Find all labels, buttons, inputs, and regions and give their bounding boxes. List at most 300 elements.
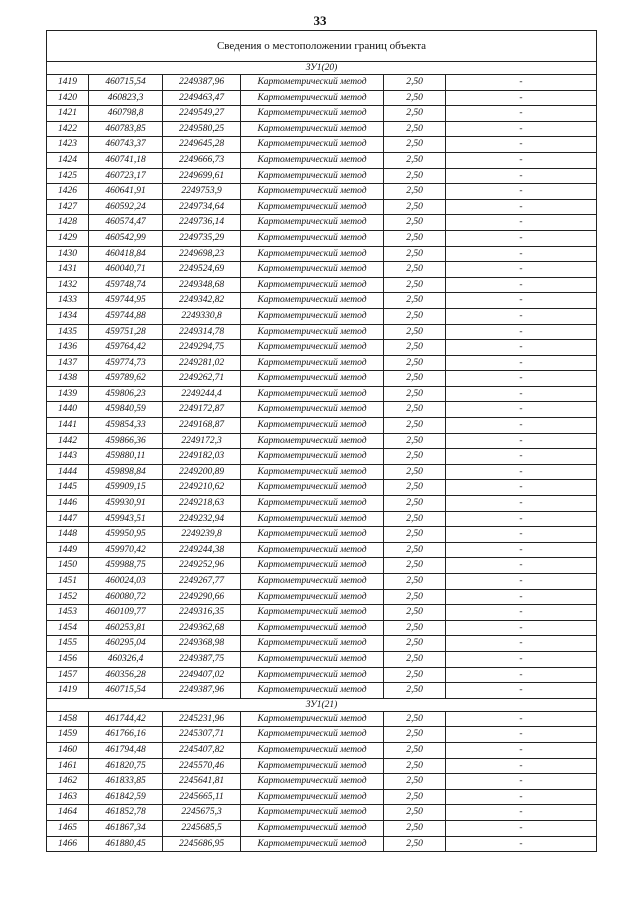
- point-number-cell: 1452: [47, 589, 89, 605]
- description-cell: -: [446, 168, 597, 184]
- method-cell: Картометрический метод: [241, 789, 384, 805]
- description-cell: -: [446, 527, 597, 543]
- accuracy-cell: 2,50: [384, 480, 446, 496]
- description-cell: -: [446, 574, 597, 590]
- description-cell: -: [446, 605, 597, 621]
- method-cell: Картометрический метод: [241, 433, 384, 449]
- description-cell: -: [446, 836, 597, 852]
- coord-y-cell: 2249239,8: [163, 527, 241, 543]
- coord-x-cell: 460356,28: [89, 667, 163, 683]
- method-cell: Картометрический метод: [241, 758, 384, 774]
- point-number-cell: 1441: [47, 418, 89, 434]
- method-cell: Картометрический метод: [241, 75, 384, 91]
- description-cell: -: [446, 558, 597, 574]
- coord-x-cell: 459748,74: [89, 277, 163, 293]
- coord-y-cell: 2249549,27: [163, 106, 241, 122]
- coord-y-cell: 2249387,75: [163, 651, 241, 667]
- point-number-cell: 1426: [47, 184, 89, 200]
- table-row: [47, 168, 597, 184]
- accuracy-cell: 2,50: [384, 386, 446, 402]
- point-number-cell: 1446: [47, 496, 89, 512]
- point-number-cell: 1443: [47, 449, 89, 465]
- description-cell: -: [446, 371, 597, 387]
- description-cell: -: [446, 511, 597, 527]
- point-number-cell: 1423: [47, 137, 89, 153]
- description-cell: -: [446, 355, 597, 371]
- page-number: 33: [313, 13, 327, 28]
- coord-x-cell: 459789,62: [89, 371, 163, 387]
- coord-y-cell: 2249407,02: [163, 667, 241, 683]
- description-cell: -: [446, 667, 597, 683]
- table-row: [47, 324, 597, 340]
- table-row: [47, 277, 597, 293]
- coord-x-cell: 459744,88: [89, 308, 163, 324]
- coord-y-cell: 2249524,69: [163, 262, 241, 278]
- coord-x-cell: 460592,24: [89, 199, 163, 215]
- accuracy-cell: 2,50: [384, 789, 446, 805]
- coord-x-cell: 461766,16: [89, 727, 163, 743]
- method-cell: Картометрический метод: [241, 386, 384, 402]
- method-cell: Картометрический метод: [241, 464, 384, 480]
- coord-y-cell: 2249200,89: [163, 464, 241, 480]
- accuracy-cell: 2,50: [384, 589, 446, 605]
- description-cell: -: [446, 636, 597, 652]
- accuracy-cell: 2,50: [384, 90, 446, 106]
- coord-y-cell: 2245231,96: [163, 711, 241, 727]
- coord-x-cell: 459774,73: [89, 355, 163, 371]
- table-row: [47, 184, 597, 200]
- coord-y-cell: 2249362,68: [163, 620, 241, 636]
- point-number-cell: 1437: [47, 355, 89, 371]
- table-row: [47, 90, 597, 106]
- coord-x-cell: 461842,59: [89, 789, 163, 805]
- coord-y-cell: 2249368,98: [163, 636, 241, 652]
- coord-y-cell: 2249244,38: [163, 542, 241, 558]
- point-number-cell: 1436: [47, 340, 89, 356]
- coord-y-cell: 2249387,96: [163, 75, 241, 91]
- table-row: [47, 106, 597, 122]
- point-number-cell: 1454: [47, 620, 89, 636]
- accuracy-cell: 2,50: [384, 574, 446, 590]
- coord-x-cell: 459943,51: [89, 511, 163, 527]
- method-cell: Картометрический метод: [241, 742, 384, 758]
- point-number-cell: 1419: [47, 683, 89, 699]
- method-cell: Картометрический метод: [241, 371, 384, 387]
- table-row: [47, 199, 597, 215]
- coord-y-cell: 2249342,82: [163, 293, 241, 309]
- boundary-table-body: [47, 31, 597, 852]
- description-cell: -: [446, 480, 597, 496]
- accuracy-cell: 2,50: [384, 355, 446, 371]
- description-cell: -: [446, 137, 597, 153]
- description-cell: -: [446, 820, 597, 836]
- description-cell: -: [446, 184, 597, 200]
- point-number-cell: 1445: [47, 480, 89, 496]
- description-cell: -: [446, 152, 597, 168]
- accuracy-cell: 2,50: [384, 433, 446, 449]
- coord-x-cell: 460024,03: [89, 574, 163, 590]
- point-number-cell: 1444: [47, 464, 89, 480]
- accuracy-cell: 2,50: [384, 168, 446, 184]
- point-number-cell: 1450: [47, 558, 89, 574]
- coord-y-cell: 2249387,96: [163, 683, 241, 699]
- table-row: [47, 527, 597, 543]
- description-cell: -: [446, 464, 597, 480]
- method-cell: Картометрический метод: [241, 324, 384, 340]
- coord-x-cell: 461852,78: [89, 805, 163, 821]
- coord-x-cell: 460823,3: [89, 90, 163, 106]
- table-row: [47, 574, 597, 590]
- accuracy-cell: 2,50: [384, 449, 446, 465]
- method-cell: Картометрический метод: [241, 820, 384, 836]
- coord-y-cell: 2245570,46: [163, 758, 241, 774]
- description-cell: -: [446, 215, 597, 231]
- table-row: [47, 402, 597, 418]
- accuracy-cell: 2,50: [384, 836, 446, 852]
- coord-x-cell: 459909,15: [89, 480, 163, 496]
- table-row: [47, 683, 597, 699]
- coord-y-cell: 2249252,96: [163, 558, 241, 574]
- coord-x-cell: 461867,34: [89, 820, 163, 836]
- point-number-cell: 1448: [47, 527, 89, 543]
- point-number-cell: 1421: [47, 106, 89, 122]
- method-cell: Картометрический метод: [241, 542, 384, 558]
- coord-x-cell: 460715,54: [89, 75, 163, 91]
- description-cell: -: [446, 277, 597, 293]
- coord-y-cell: 2249244,4: [163, 386, 241, 402]
- coord-x-cell: 459751,28: [89, 324, 163, 340]
- point-number-cell: 1463: [47, 789, 89, 805]
- table-title-row: [47, 31, 597, 62]
- point-number-cell: 1419: [47, 75, 89, 91]
- table-row: [47, 355, 597, 371]
- accuracy-cell: 2,50: [384, 340, 446, 356]
- description-cell: -: [446, 106, 597, 122]
- description-cell: -: [446, 433, 597, 449]
- table-row: [47, 308, 597, 324]
- accuracy-cell: 2,50: [384, 137, 446, 153]
- accuracy-cell: 2,50: [384, 511, 446, 527]
- table-row: [47, 340, 597, 356]
- coord-y-cell: 2249172,87: [163, 402, 241, 418]
- coord-y-cell: 2245686,95: [163, 836, 241, 852]
- accuracy-cell: 2,50: [384, 711, 446, 727]
- accuracy-cell: 2,50: [384, 683, 446, 699]
- coord-x-cell: 460418,84: [89, 246, 163, 262]
- description-cell: -: [446, 711, 597, 727]
- coord-y-cell: 2249580,25: [163, 121, 241, 137]
- coord-x-cell: 460715,54: [89, 683, 163, 699]
- method-cell: Картометрический метод: [241, 262, 384, 278]
- accuracy-cell: 2,50: [384, 199, 446, 215]
- point-number-cell: 1460: [47, 742, 89, 758]
- coord-x-cell: 460109,77: [89, 605, 163, 621]
- point-number-cell: 1459: [47, 727, 89, 743]
- table-row: [47, 727, 597, 743]
- point-number-cell: 1434: [47, 308, 89, 324]
- coord-y-cell: 2249463,47: [163, 90, 241, 106]
- section-label: ЗУ1(21): [47, 698, 597, 711]
- coord-y-cell: 2249330,8: [163, 308, 241, 324]
- accuracy-cell: 2,50: [384, 651, 446, 667]
- table-row: [47, 667, 597, 683]
- coord-x-cell: 461820,75: [89, 758, 163, 774]
- accuracy-cell: 2,50: [384, 75, 446, 91]
- table-row: [47, 774, 597, 790]
- description-cell: -: [446, 402, 597, 418]
- description-cell: -: [446, 805, 597, 821]
- accuracy-cell: 2,50: [384, 742, 446, 758]
- point-number-cell: 1439: [47, 386, 89, 402]
- coord-x-cell: 459970,42: [89, 542, 163, 558]
- accuracy-cell: 2,50: [384, 558, 446, 574]
- description-cell: -: [446, 293, 597, 309]
- method-cell: Картометрический метод: [241, 727, 384, 743]
- method-cell: Картометрический метод: [241, 711, 384, 727]
- point-number-cell: 1422: [47, 121, 89, 137]
- section-header-row: [47, 62, 597, 75]
- table-row: [47, 246, 597, 262]
- description-cell: -: [446, 651, 597, 667]
- accuracy-cell: 2,50: [384, 215, 446, 231]
- coord-x-cell: 460723,17: [89, 168, 163, 184]
- description-cell: -: [446, 340, 597, 356]
- coord-y-cell: 2249698,23: [163, 246, 241, 262]
- accuracy-cell: 2,50: [384, 121, 446, 137]
- table-row: [47, 758, 597, 774]
- accuracy-cell: 2,50: [384, 620, 446, 636]
- table-row: [47, 558, 597, 574]
- method-cell: Картометрический метод: [241, 199, 384, 215]
- coord-x-cell: 461833,85: [89, 774, 163, 790]
- point-number-cell: 1457: [47, 667, 89, 683]
- coord-y-cell: 2249232,94: [163, 511, 241, 527]
- method-cell: Картометрический метод: [241, 496, 384, 512]
- table-row: [47, 480, 597, 496]
- method-cell: Картометрический метод: [241, 511, 384, 527]
- description-cell: -: [446, 308, 597, 324]
- coord-y-cell: 2249218,63: [163, 496, 241, 512]
- table-row: [47, 820, 597, 836]
- description-cell: -: [446, 542, 597, 558]
- accuracy-cell: 2,50: [384, 230, 446, 246]
- table-row: [47, 152, 597, 168]
- description-cell: -: [446, 386, 597, 402]
- method-cell: Картометрический метод: [241, 246, 384, 262]
- method-cell: Картометрический метод: [241, 589, 384, 605]
- table-row: [47, 418, 597, 434]
- method-cell: Картометрический метод: [241, 308, 384, 324]
- table-row: [47, 75, 597, 91]
- coord-x-cell: 460040,71: [89, 262, 163, 278]
- point-number-cell: 1449: [47, 542, 89, 558]
- description-cell: -: [446, 90, 597, 106]
- coord-y-cell: 2245675,3: [163, 805, 241, 821]
- coord-x-cell: 461794,48: [89, 742, 163, 758]
- description-cell: -: [446, 683, 597, 699]
- coord-x-cell: 460295,04: [89, 636, 163, 652]
- description-cell: -: [446, 789, 597, 805]
- section-header-row: [47, 698, 597, 711]
- coord-x-cell: 460743,37: [89, 137, 163, 153]
- point-number-cell: 1442: [47, 433, 89, 449]
- accuracy-cell: 2,50: [384, 402, 446, 418]
- coord-y-cell: 2245685,5: [163, 820, 241, 836]
- table-row: [47, 371, 597, 387]
- point-number-cell: 1435: [47, 324, 89, 340]
- method-cell: Картометрический метод: [241, 836, 384, 852]
- coord-x-cell: 460253,81: [89, 620, 163, 636]
- table-row: [47, 589, 597, 605]
- method-cell: Картометрический метод: [241, 558, 384, 574]
- table-row: [47, 464, 597, 480]
- coord-y-cell: 2249734,64: [163, 199, 241, 215]
- description-cell: -: [446, 774, 597, 790]
- point-number-cell: 1461: [47, 758, 89, 774]
- method-cell: Картометрический метод: [241, 480, 384, 496]
- table-row: [47, 636, 597, 652]
- point-number-cell: 1428: [47, 215, 89, 231]
- table-row: [47, 605, 597, 621]
- accuracy-cell: 2,50: [384, 324, 446, 340]
- accuracy-cell: 2,50: [384, 418, 446, 434]
- accuracy-cell: 2,50: [384, 774, 446, 790]
- description-cell: -: [446, 758, 597, 774]
- coord-y-cell: 2249182,03: [163, 449, 241, 465]
- description-cell: -: [446, 449, 597, 465]
- table-row: [47, 137, 597, 153]
- coord-y-cell: 2249281,02: [163, 355, 241, 371]
- method-cell: Картометрический метод: [241, 355, 384, 371]
- table-row: [47, 789, 597, 805]
- point-number-cell: 1425: [47, 168, 89, 184]
- point-number-cell: 1433: [47, 293, 89, 309]
- coord-x-cell: 461880,45: [89, 836, 163, 852]
- method-cell: Картометрический метод: [241, 574, 384, 590]
- point-number-cell: 1427: [47, 199, 89, 215]
- coord-x-cell: 459744,95: [89, 293, 163, 309]
- accuracy-cell: 2,50: [384, 277, 446, 293]
- boundary-table: [46, 30, 597, 852]
- point-number-cell: 1424: [47, 152, 89, 168]
- point-number-cell: 1455: [47, 636, 89, 652]
- description-cell: -: [446, 620, 597, 636]
- method-cell: Картометрический метод: [241, 121, 384, 137]
- description-cell: -: [446, 742, 597, 758]
- accuracy-cell: 2,50: [384, 636, 446, 652]
- coord-x-cell: 460741,18: [89, 152, 163, 168]
- coord-y-cell: 2249348,68: [163, 277, 241, 293]
- point-number-cell: 1464: [47, 805, 89, 821]
- coord-x-cell: 459806,23: [89, 386, 163, 402]
- table-row: [47, 542, 597, 558]
- method-cell: Картометрический метод: [241, 418, 384, 434]
- description-cell: -: [446, 262, 597, 278]
- method-cell: Картометрический метод: [241, 90, 384, 106]
- coord-x-cell: 459988,75: [89, 558, 163, 574]
- method-cell: Картометрический метод: [241, 527, 384, 543]
- table-row: [47, 651, 597, 667]
- accuracy-cell: 2,50: [384, 605, 446, 621]
- method-cell: Картометрический метод: [241, 184, 384, 200]
- table-row: [47, 805, 597, 821]
- table-row: [47, 386, 597, 402]
- point-number-cell: 1432: [47, 277, 89, 293]
- coord-x-cell: 459898,84: [89, 464, 163, 480]
- coord-y-cell: 2249645,28: [163, 137, 241, 153]
- table-row: [47, 262, 597, 278]
- coord-x-cell: 460641,91: [89, 184, 163, 200]
- coord-x-cell: 460326,4: [89, 651, 163, 667]
- description-cell: -: [446, 199, 597, 215]
- point-number-cell: 1431: [47, 262, 89, 278]
- method-cell: Картометрический метод: [241, 230, 384, 246]
- coord-y-cell: 2249210,62: [163, 480, 241, 496]
- coord-y-cell: 2249294,75: [163, 340, 241, 356]
- accuracy-cell: 2,50: [384, 758, 446, 774]
- table-row: [47, 836, 597, 852]
- method-cell: Картометрический метод: [241, 620, 384, 636]
- point-number-cell: 1465: [47, 820, 89, 836]
- coord-y-cell: 2249262,71: [163, 371, 241, 387]
- point-number-cell: 1458: [47, 711, 89, 727]
- point-number-cell: 1438: [47, 371, 89, 387]
- table-row: [47, 496, 597, 512]
- coord-y-cell: 2249736,14: [163, 215, 241, 231]
- accuracy-cell: 2,50: [384, 371, 446, 387]
- table-row: [47, 293, 597, 309]
- table-row: [47, 620, 597, 636]
- accuracy-cell: 2,50: [384, 667, 446, 683]
- accuracy-cell: 2,50: [384, 542, 446, 558]
- coord-y-cell: 2245641,81: [163, 774, 241, 790]
- coord-y-cell: 2249666,73: [163, 152, 241, 168]
- coord-x-cell: 461744,42: [89, 711, 163, 727]
- coord-y-cell: 2249316,35: [163, 605, 241, 621]
- method-cell: Картометрический метод: [241, 137, 384, 153]
- accuracy-cell: 2,50: [384, 527, 446, 543]
- description-cell: -: [446, 589, 597, 605]
- description-cell: -: [446, 230, 597, 246]
- table-row: [47, 449, 597, 465]
- point-number-cell: 1429: [47, 230, 89, 246]
- method-cell: Картометрический метод: [241, 774, 384, 790]
- method-cell: Картометрический метод: [241, 168, 384, 184]
- coord-x-cell: 460542,99: [89, 230, 163, 246]
- description-cell: -: [446, 75, 597, 91]
- point-number-cell: 1462: [47, 774, 89, 790]
- method-cell: Картометрический метод: [241, 215, 384, 231]
- coord-x-cell: 459880,11: [89, 449, 163, 465]
- point-number-cell: 1451: [47, 574, 89, 590]
- coord-x-cell: 460783,85: [89, 121, 163, 137]
- method-cell: Картометрический метод: [241, 340, 384, 356]
- point-number-cell: 1453: [47, 605, 89, 621]
- table-title: Сведения о местоположении границ объекта: [47, 31, 597, 62]
- method-cell: Картометрический метод: [241, 683, 384, 699]
- coord-x-cell: 459950,95: [89, 527, 163, 543]
- accuracy-cell: 2,50: [384, 820, 446, 836]
- coord-y-cell: 2249172,3: [163, 433, 241, 449]
- table-row: [47, 121, 597, 137]
- point-number-cell: 1420: [47, 90, 89, 106]
- point-number-cell: 1456: [47, 651, 89, 667]
- coord-y-cell: 2249699,61: [163, 168, 241, 184]
- description-cell: -: [446, 121, 597, 137]
- accuracy-cell: 2,50: [384, 308, 446, 324]
- method-cell: Картометрический метод: [241, 106, 384, 122]
- coord-x-cell: 459854,33: [89, 418, 163, 434]
